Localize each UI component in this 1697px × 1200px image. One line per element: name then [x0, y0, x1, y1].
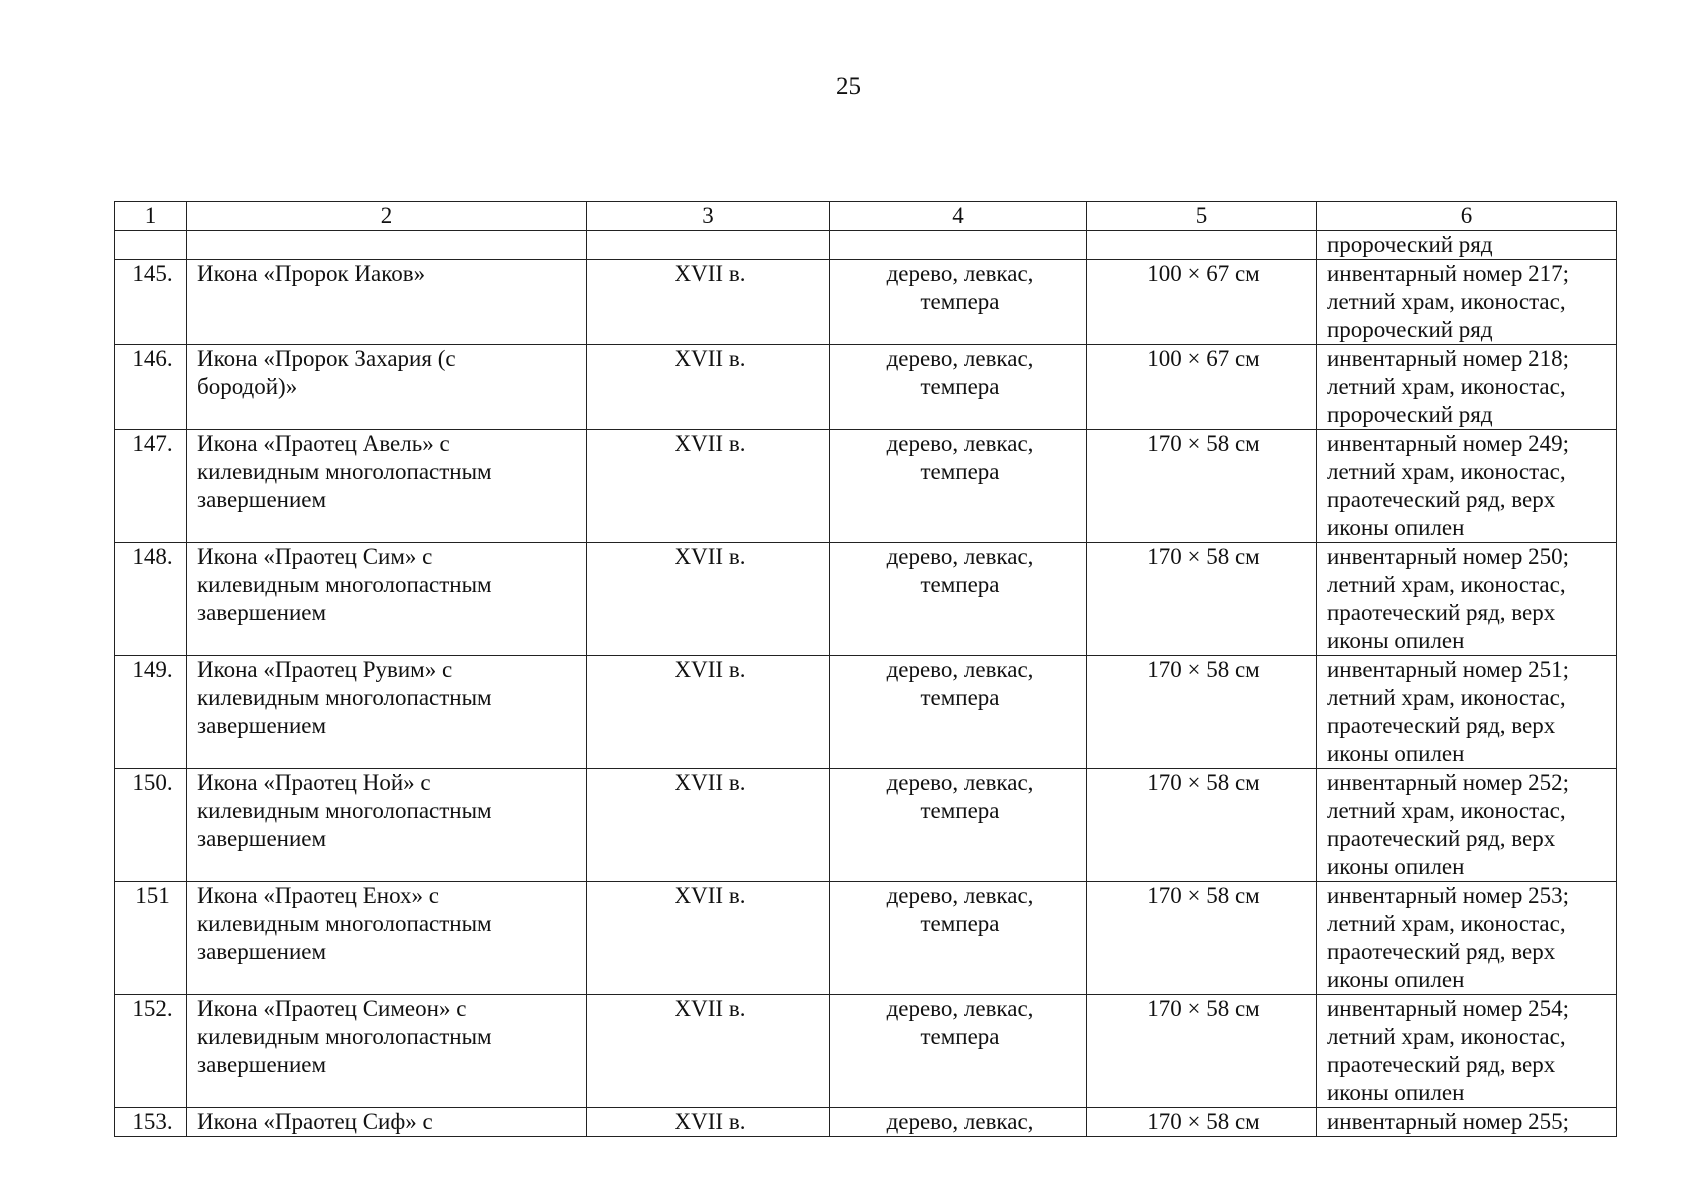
object-name-cell: Икона «Праотец Симеон» с килевидным многолопастным завершением — [187, 995, 587, 1108]
note-cell: инвентарный номер 253; летний храм, иконостас, праотеческий ряд, верх иконы опилен — [1317, 882, 1617, 995]
column-number-header: 3 — [587, 202, 830, 231]
material-cell: дерево, левкас, темпера — [830, 656, 1087, 769]
material-cell: дерево, левкас, темпера — [830, 430, 1087, 543]
table-row — [115, 430, 1617, 543]
note-cell: инвентарный номер 217; летний храм, иконостас, пророческий ряд — [1317, 260, 1617, 345]
table-row — [115, 260, 1617, 345]
size-cell: 170 × 58 см — [1087, 430, 1317, 543]
table-row — [115, 1108, 1617, 1137]
continuation-row — [115, 231, 1617, 260]
heritage-objects-table — [114, 201, 1617, 1137]
dating-cell: XVII в. — [587, 430, 830, 543]
size-cell: 170 × 58 см — [1087, 882, 1317, 995]
table-row — [115, 769, 1617, 882]
object-name-cell: Икона «Пророк Иаков» — [187, 260, 587, 345]
column-number-row — [115, 202, 1617, 231]
size-cell: 170 × 58 см — [1087, 995, 1317, 1108]
object-name-cell: Икона «Праотец Сим» с килевидным многолопастным завершением — [187, 543, 587, 656]
dating-cell: XVII в. — [587, 882, 830, 995]
note-cell: инвентарный номер 252; летний храм, иконостас, праотеческий ряд, верх иконы опилен — [1317, 769, 1617, 882]
column-number-header: 5 — [1087, 202, 1317, 231]
row-number-cell: 150. — [115, 769, 187, 882]
material-cell: дерево, левкас, темпера — [830, 882, 1087, 995]
note-cell: инвентарный номер 255; — [1317, 1108, 1617, 1137]
dating-cell: XVII в. — [587, 995, 830, 1108]
row-number-cell: 146. — [115, 345, 187, 430]
object-name-cell: Икона «Праотец Сиф» с — [187, 1108, 587, 1137]
size-cell — [1087, 231, 1317, 260]
material-cell: дерево, левкас, — [830, 1108, 1087, 1137]
material-cell: дерево, левкас, темпера — [830, 260, 1087, 345]
dating-cell — [587, 231, 830, 260]
object-name-cell: Икона «Праотец Рувим» с килевидным многолопастным завершением — [187, 656, 587, 769]
row-number-cell: 152. — [115, 995, 187, 1108]
object-name-cell: Икона «Праотец Ной» с килевидным многолопастным завершением — [187, 769, 587, 882]
material-cell: дерево, левкас, темпера — [830, 769, 1087, 882]
note-cell: инвентарный номер 249; летний храм, иконостас, праотеческий ряд, верх иконы опилен — [1317, 430, 1617, 543]
note-cell: инвентарный номер 251; летний храм, иконостас, праотеческий ряд, верх иконы опилен — [1317, 656, 1617, 769]
size-cell: 100 × 67 см — [1087, 260, 1317, 345]
material-cell: дерево, левкас, темпера — [830, 995, 1087, 1108]
dating-cell: XVII в. — [587, 656, 830, 769]
row-number-cell: 147. — [115, 430, 187, 543]
dating-cell: XVII в. — [587, 1108, 830, 1137]
dating-cell: XVII в. — [587, 260, 830, 345]
table-row — [115, 995, 1617, 1108]
size-cell: 170 × 58 см — [1087, 656, 1317, 769]
row-number-cell — [115, 231, 187, 260]
material-cell: дерево, левкас, темпера — [830, 543, 1087, 656]
column-number-header: 2 — [187, 202, 587, 231]
column-number-header: 6 — [1317, 202, 1617, 231]
column-number-header: 4 — [830, 202, 1087, 231]
dating-cell: XVII в. — [587, 345, 830, 430]
table-row — [115, 882, 1617, 995]
object-name-cell: Икона «Пророк Захария (с бородой)» — [187, 345, 587, 430]
row-number-cell: 151 — [115, 882, 187, 995]
material-cell — [830, 231, 1087, 260]
table-row — [115, 543, 1617, 656]
object-name-cell: Икона «Праотец Авель» с килевидным многолопастным завершением — [187, 430, 587, 543]
row-number-cell: 145. — [115, 260, 187, 345]
row-number-cell: 153. — [115, 1108, 187, 1137]
page-number: 25 — [836, 73, 861, 100]
size-cell: 100 × 67 см — [1087, 345, 1317, 430]
row-number-cell: 148. — [115, 543, 187, 656]
object-name-cell — [187, 231, 587, 260]
table-row — [115, 345, 1617, 430]
size-cell: 170 × 58 см — [1087, 769, 1317, 882]
row-number-cell: 149. — [115, 656, 187, 769]
note-cell: пророческий ряд — [1317, 231, 1617, 260]
note-cell: инвентарный номер 250; летний храм, иконостас, праотеческий ряд, верх иконы опилен — [1317, 543, 1617, 656]
note-cell: инвентарный номер 254; летний храм, иконостас, праотеческий ряд, верх иконы опилен — [1317, 995, 1617, 1108]
size-cell: 170 × 58 см — [1087, 1108, 1317, 1137]
size-cell: 170 × 58 см — [1087, 543, 1317, 656]
column-number-header: 1 — [115, 202, 187, 231]
dating-cell: XVII в. — [587, 769, 830, 882]
dating-cell: XVII в. — [587, 543, 830, 656]
note-cell: инвентарный номер 218; летний храм, иконостас, пророческий ряд — [1317, 345, 1617, 430]
object-name-cell: Икона «Праотец Енох» с килевидным многолопастным завершением — [187, 882, 587, 995]
material-cell: дерево, левкас, темпера — [830, 345, 1087, 430]
table-row — [115, 656, 1617, 769]
